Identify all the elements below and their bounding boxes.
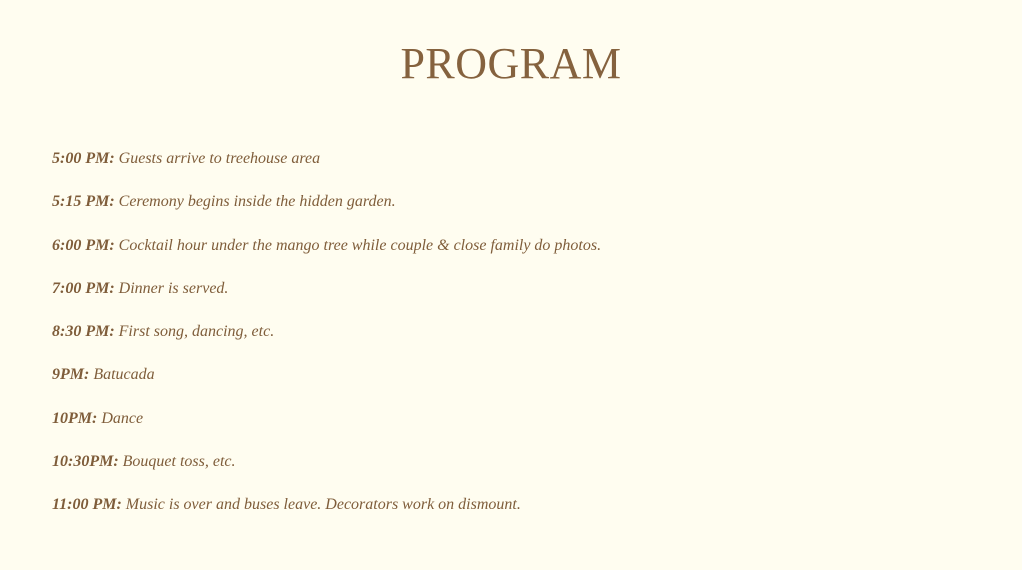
program-item xyxy=(52,234,992,277)
program-description: Dinner is served. xyxy=(118,279,229,297)
program-time: 7:00 PM: xyxy=(52,279,115,297)
program-description: Batucada xyxy=(93,366,155,384)
program-time: 5:00 PM: xyxy=(52,150,115,167)
program-description: First song, dancing, etc. xyxy=(118,323,275,341)
program-item xyxy=(52,407,992,450)
program-time: 10PM: xyxy=(52,409,98,427)
program-time: 9PM: xyxy=(52,366,90,384)
program-description: Music is over and buses leave. Decorators work on dismount. xyxy=(125,496,521,514)
program-item xyxy=(52,493,992,536)
program-item xyxy=(52,450,992,493)
program-time: 6:00 PM: xyxy=(52,236,115,254)
program-list xyxy=(52,147,992,537)
program-description: Bouquet toss, etc. xyxy=(122,453,236,471)
program-time: 10:30PM: xyxy=(52,453,119,471)
program-description: Ceremony begins inside the hidden garden. xyxy=(118,193,396,211)
program-time: 8:30 PM: xyxy=(52,323,115,341)
program-item xyxy=(52,190,992,233)
program-description: Guests arrive to treehouse area xyxy=(118,150,321,167)
program-item xyxy=(52,147,992,190)
program-description: Cocktail hour under the mango tree while couple & close family do photos. xyxy=(118,236,602,254)
program-item xyxy=(52,320,992,363)
program-item xyxy=(52,363,992,406)
program-description: Dance xyxy=(101,409,144,427)
program-time: 5:15 PM: xyxy=(52,193,115,211)
page-title: PROGRAM xyxy=(400,39,622,88)
program-time: 11:00 PM: xyxy=(52,496,122,514)
program-item xyxy=(52,277,992,320)
